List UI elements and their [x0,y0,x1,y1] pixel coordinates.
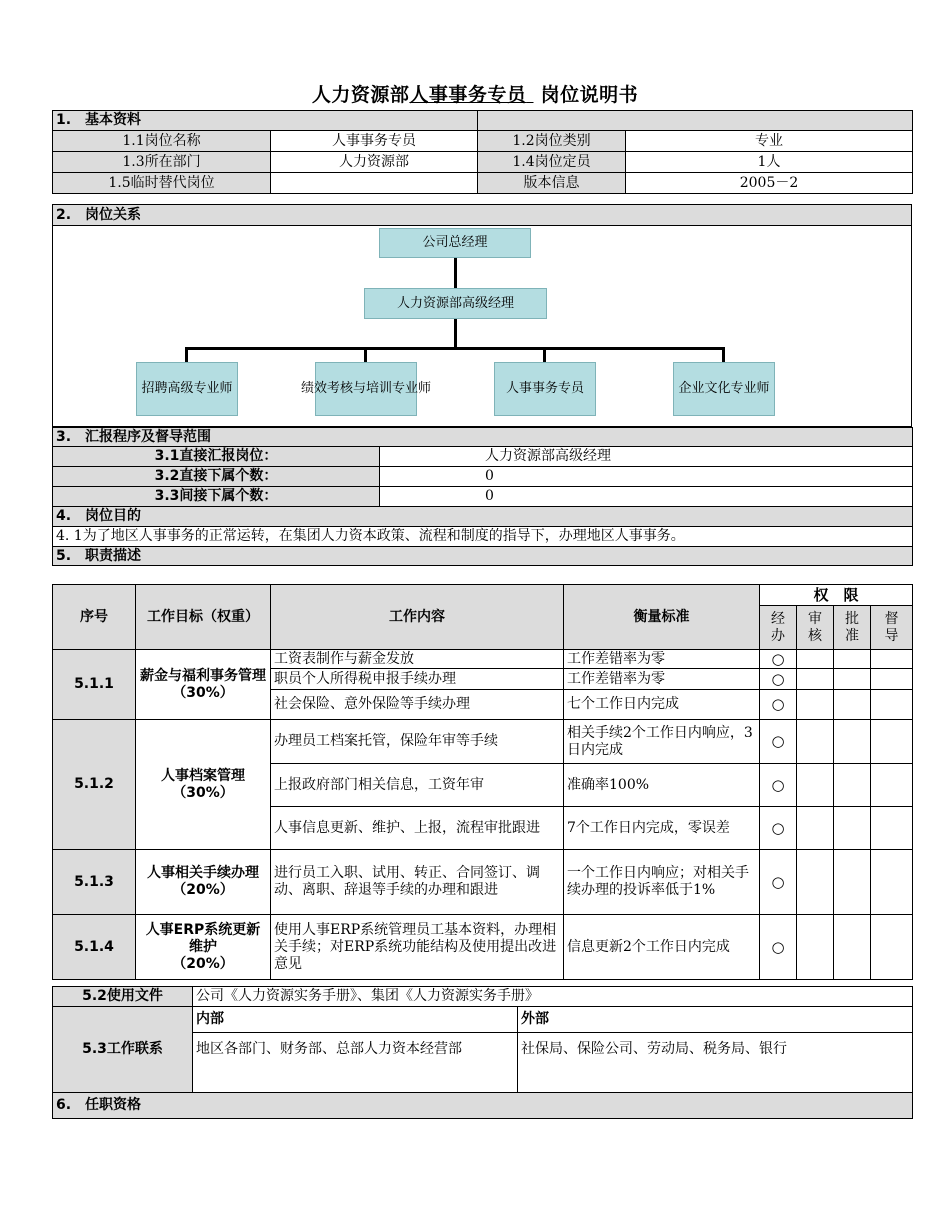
col-header-content: 工作内容 [271,585,564,650]
empty-cell [871,720,913,764]
duty-measure: 信息更新2个工作日内完成 [564,915,760,980]
value-substitute [271,173,478,194]
section-2-header: 2. 岗位关系 [52,204,912,226]
empty-cell [797,850,834,915]
section-1-header-blank [478,111,913,131]
org-connector [185,347,188,363]
label-substitute: 1.5临时替代岗位 [53,173,271,194]
empty-cell [871,850,913,915]
empty-cell [871,690,913,720]
col-header-authority: 权 限 [760,585,913,606]
label-documents: 5.2使用文件 [53,987,193,1007]
title-position: 人事事务专员 [409,84,527,106]
empty-cell [871,650,913,669]
empty-cell [797,669,834,690]
duty-no: 5.1.2 [53,720,136,850]
duty-goal: 人事档案管理 （30%） [136,720,271,850]
label-position-name: 1.1岗位名称 [53,131,271,152]
duty-content: 工资表制作与薪金发放 [271,650,564,669]
label-position-type: 1.2岗位类别 [478,131,626,152]
duty-measure: 准确率100% [564,764,760,807]
col-header-no: 序号 [53,585,136,650]
empty-cell [871,669,913,690]
duty-goal: 人事ERP系统更新维护 （20%） [136,915,271,980]
col-header-measure: 衡量标准 [564,585,760,650]
value-documents: 公司《人力资源实务手册》、集团《人力资源实务手册》 [193,987,913,1007]
label-internal: 内部 [193,1007,518,1033]
org-box-corporate-culture: 企业文化专业师 [673,362,775,416]
org-chart [52,225,912,427]
duty-content: 使用人事ERP系统管理员工基本资料，办理相关手续；对ERP系统功能结构及使用提出改进意见 [271,915,564,980]
duty-measure: 7个工作日内完成，零误差 [564,807,760,850]
handle-mark: ○ [760,650,797,669]
position-purpose-text: 4. 1为了地区人事事务的正常运转，在集团人力资本政策、流程和制度的指导下，办理地区人事事务。 [53,527,913,547]
org-connector [364,347,367,363]
empty-cell [834,720,871,764]
section-5-header: 5. 职责描述 [53,547,913,566]
label-external: 外部 [518,1007,913,1033]
value-direct-subordinates: 0 [380,467,913,487]
label-indirect-subordinates: 3.3间接下属个数： [53,487,380,507]
label-direct-subordinates: 3.2直接下属个数： [53,467,380,487]
duty-content: 办理员工档案托管，保险年审等手续 [271,720,564,764]
duty-measure: 七个工作日内完成 [564,690,760,720]
empty-cell [834,690,871,720]
empty-cell [871,764,913,807]
empty-cell [797,650,834,669]
org-connector [454,258,457,289]
basic-info-table [52,110,913,194]
col-header-supervise: 督导 [871,606,913,650]
duty-no: 5.1.4 [53,915,136,980]
empty-cell [834,650,871,669]
empty-cell [797,915,834,980]
org-box-general-manager: 公司总经理 [379,228,531,258]
section-6-header: 6. 任职资格 [53,1093,913,1119]
org-box-performance-training: 绩效考核与培训专业师 [315,362,417,416]
title-dept: 人力资源部 [311,84,410,106]
value-version: 2005－2 [626,173,913,194]
handle-mark: ○ [760,764,797,807]
value-headcount: 1人 [626,152,913,173]
duty-measure: 一个工作日内响应；对相关手续办理的投诉率低于1% [564,850,760,915]
duty-content: 进行员工入职、试用、转正、合同签订、调动、离职、辞退等手续的办理和跟进 [271,850,564,915]
title-doc: 岗位说明书 [540,84,639,106]
org-connector [722,347,725,363]
empty-cell [834,850,871,915]
handle-mark: ○ [760,669,797,690]
documents-contacts-table [52,986,913,1119]
handle-mark: ○ [760,850,797,915]
label-headcount: 1.4岗位定员 [478,152,626,173]
value-direct-report: 人力资源部高级经理 [380,447,913,467]
duty-content: 人事信息更新、维护、上报，流程审批跟进 [271,807,564,850]
value-position-type: 专业 [626,131,913,152]
empty-cell [797,807,834,850]
col-header-goal: 工作目标（权重） [136,585,271,650]
col-header-handle: 经办 [760,606,797,650]
org-box-hr-senior-manager: 人力资源部高级经理 [364,288,547,319]
handle-mark: ○ [760,807,797,850]
empty-cell [834,807,871,850]
value-indirect-subordinates: 0 [380,487,913,507]
label-direct-report: 3.1直接汇报岗位： [53,447,380,467]
org-connector [454,319,457,349]
empty-cell [871,915,913,980]
org-box-recruitment: 招聘高级专业师 [136,362,238,416]
duty-goal: 薪金与福利事务管理 （30%） [136,650,271,720]
section-3-header: 3. 汇报程序及督导范围 [53,428,913,447]
label-work-contacts: 5.3工作联系 [53,1007,193,1093]
label-version: 版本信息 [478,173,626,194]
empty-cell [797,764,834,807]
duty-measure: 工作差错率为零 [564,650,760,669]
duty-content: 上报政府部门相关信息，工资年审 [271,764,564,807]
org-box-personnel-affairs: 人事事务专员 [494,362,596,416]
duty-content: 社会保险、意外保险等手续办理 [271,690,564,720]
col-header-review: 审核 [797,606,834,650]
section-1-header: 1. 基本资料 [53,111,478,131]
handle-mark: ○ [760,915,797,980]
empty-cell [834,764,871,807]
duties-table [52,584,913,980]
duty-measure: 工作差错率为零 [564,669,760,690]
empty-cell [834,915,871,980]
org-connector [185,347,725,350]
col-header-approve: 批准 [834,606,871,650]
reporting-table [52,427,913,566]
org-connector [543,347,546,363]
duty-no: 5.1.3 [53,850,136,915]
duty-measure: 相关手续2个工作日内响应，3日内完成 [564,720,760,764]
duty-goal: 人事相关手续办理 （20%） [136,850,271,915]
value-position-name: 人事事务专员 [271,131,478,152]
empty-cell [797,690,834,720]
empty-cell [797,720,834,764]
section-4-header: 4. 岗位目的 [53,507,913,527]
value-internal-contacts: 地区各部门、财务部、总部人力资本经营部 [193,1033,518,1093]
duty-no: 5.1.1 [53,650,136,720]
empty-cell [871,807,913,850]
handle-mark: ○ [760,690,797,720]
page-title [0,80,950,107]
empty-cell [834,669,871,690]
handle-mark: ○ [760,720,797,764]
value-external-contacts: 社保局、保险公司、劳动局、税务局、银行 [518,1033,913,1093]
value-department: 人力资源部 [271,152,478,173]
duty-content: 职员个人所得税申报手续办理 [271,669,564,690]
label-department: 1.3所在部门 [53,152,271,173]
